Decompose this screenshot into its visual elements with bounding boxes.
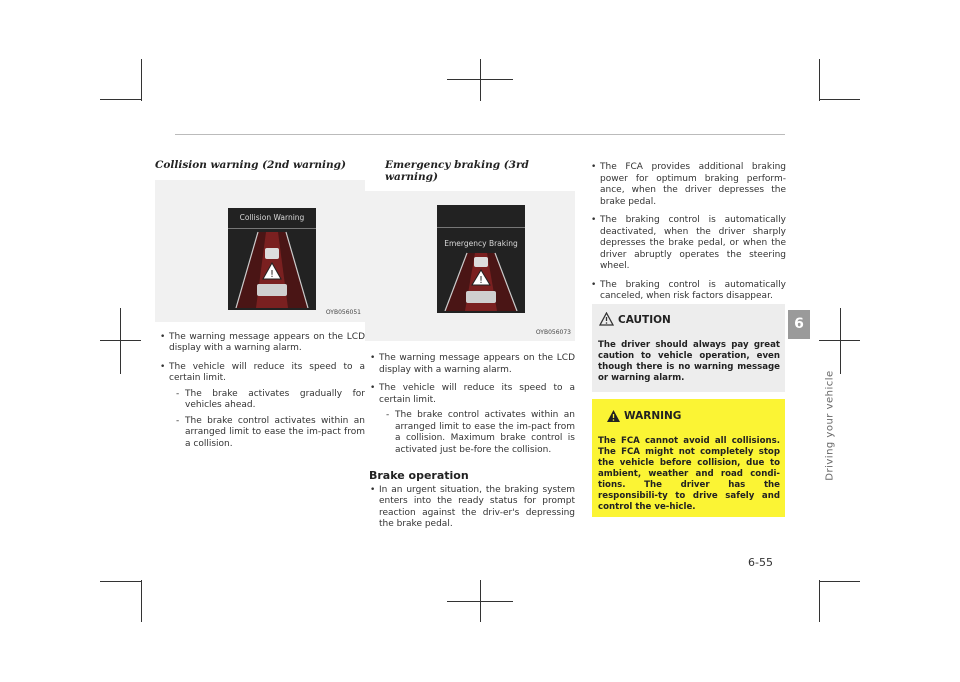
caution-box bbox=[592, 304, 785, 392]
list-item-dash: - The brake control activates within an arranged limit to ease the im-pact from a collision. Maximum brake control is activated just be-fore the collision. bbox=[365, 410, 575, 456]
crop-mark bbox=[819, 99, 860, 100]
warning-text: The FCA cannot avoid all collisions. The FCA might not completely stop the vehicle before collision, due to ambient, weather and road condi-tions. The driver has the responsibili-ty to drive safely and control the ve-hicle. bbox=[598, 436, 780, 512]
header-rule bbox=[175, 134, 785, 135]
crop-mark bbox=[120, 308, 121, 374]
crop-mark bbox=[447, 79, 513, 80]
crop-mark bbox=[100, 581, 141, 582]
list-item: • In an urgent situation, the braking system enters into the ready status for prompt reaction against the driv-er's depressing the brake pedal. bbox=[365, 485, 575, 531]
middle-column bbox=[365, 160, 575, 531]
crop-mark bbox=[819, 581, 860, 582]
warning-title: WARNING bbox=[624, 410, 682, 422]
caution-triangle-icon bbox=[599, 312, 614, 326]
list-item: • The vehicle will reduce its speed to a certain limit. bbox=[365, 383, 575, 406]
right-column bbox=[586, 162, 786, 303]
list-item: • The FCA provides additional braking power for optimum braking perform-ance, when the driver depresses the brake pedal. bbox=[586, 162, 786, 208]
crop-mark bbox=[819, 580, 820, 622]
list-item: • The braking control is automatically deactivated, when the driver sharply depresses the brake pedal, or when the driver abruptly operates the steering wheel. bbox=[586, 215, 786, 273]
crop-mark bbox=[447, 601, 513, 602]
crop-mark bbox=[819, 340, 860, 341]
lcd-display bbox=[228, 208, 316, 310]
image-code: OYB056051 bbox=[325, 309, 361, 316]
lcd-display bbox=[437, 205, 525, 313]
lane-graphic bbox=[437, 251, 525, 311]
car-ahead-icon bbox=[265, 248, 279, 259]
crop-mark bbox=[819, 59, 820, 101]
chapter-side-label: Driving your vehicle bbox=[824, 370, 836, 481]
lcd-text: Collision Warning bbox=[239, 212, 305, 222]
crop-mark bbox=[141, 59, 142, 101]
list-item: • The vehicle will reduce its speed to a certain limit. bbox=[155, 362, 365, 385]
figure-emergency-braking bbox=[365, 191, 575, 341]
car-ahead-icon bbox=[474, 257, 488, 267]
figure-collision-warning bbox=[155, 180, 365, 322]
crop-mark bbox=[141, 580, 142, 622]
crop-mark bbox=[840, 308, 841, 374]
warning-box bbox=[592, 399, 785, 517]
list-item: • The warning message appears on the LCD display with a warning alarm. bbox=[155, 332, 365, 355]
warning-triangle-icon bbox=[606, 409, 621, 423]
section-heading: Collision warning (2nd warning) bbox=[155, 159, 346, 171]
own-car-icon bbox=[257, 284, 287, 296]
list-item-dash: - The brake activates gradually for vehicles ahead. bbox=[155, 389, 365, 412]
svg-text:!: ! bbox=[478, 275, 484, 286]
own-car-icon bbox=[466, 291, 496, 303]
list-item: • The warning message appears on the LCD display with a warning alarm. bbox=[365, 353, 575, 376]
lcd-divider bbox=[437, 227, 525, 228]
list-item-dash: - The brake control activates within an arranged limit to ease the im-pact from a collision. bbox=[155, 416, 365, 451]
crop-mark bbox=[100, 99, 141, 100]
subheading: Brake operation bbox=[369, 469, 469, 482]
lane-graphic bbox=[228, 230, 316, 308]
crop-mark bbox=[100, 340, 141, 341]
list-item: • The braking control is automatically canceled, when risk factors disappear. bbox=[586, 280, 786, 303]
caution-text: The driver should always pay great caution to vehicle operation, even though there is no warning message or warning alarm. bbox=[598, 340, 780, 383]
image-code: OYB056073 bbox=[535, 328, 571, 336]
caution-title: CAUTION bbox=[618, 314, 671, 326]
lcd-divider bbox=[228, 228, 316, 229]
crop-mark bbox=[480, 59, 481, 101]
chapter-tab: 6 bbox=[788, 310, 810, 339]
svg-text:!: ! bbox=[269, 268, 275, 280]
page-number: 6-55 bbox=[748, 556, 773, 569]
section-heading: Emergency braking (3rd warning) bbox=[385, 159, 529, 183]
lcd-text: Emergency Braking bbox=[444, 239, 518, 248]
left-column bbox=[155, 160, 365, 450]
